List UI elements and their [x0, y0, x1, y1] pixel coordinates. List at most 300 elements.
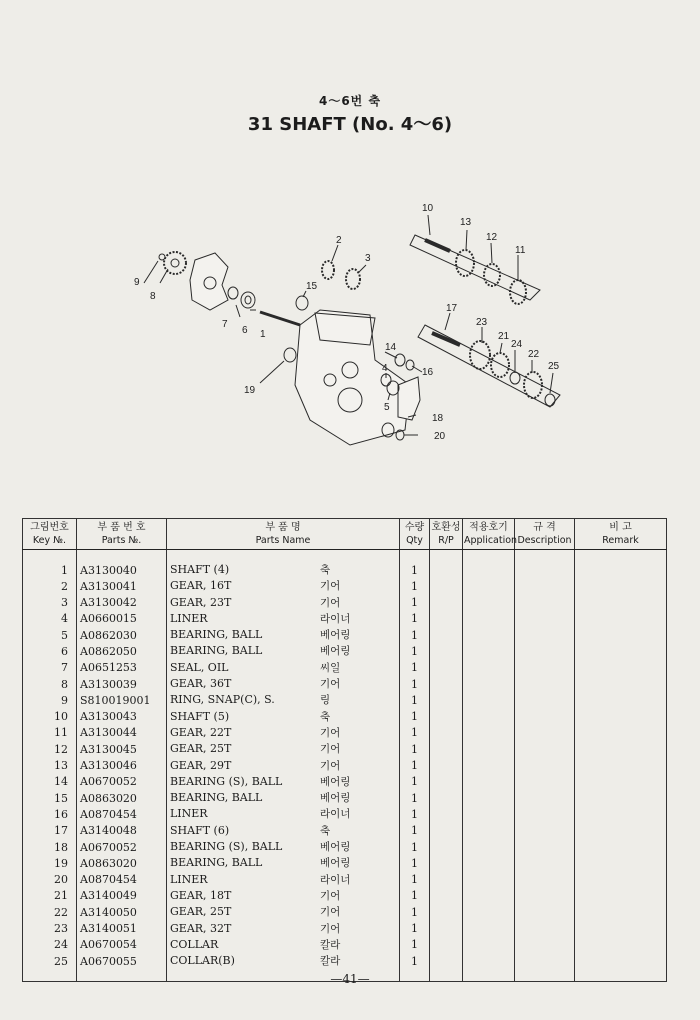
cell-description — [515, 921, 575, 937]
callout-7: 7 — [222, 319, 228, 330]
part-name-korean: 기어 — [320, 922, 341, 935]
cell-part-name — [167, 790, 400, 806]
cell-description — [515, 823, 575, 839]
cell-part-number: A0660015 — [77, 611, 167, 627]
part-name-korean: 기어 — [320, 596, 341, 609]
cell-description — [515, 709, 575, 725]
part-name-english: RING, SNAP(C), S. — [170, 693, 275, 707]
part-name-korean: 기어 — [320, 906, 341, 919]
cell-remark — [575, 774, 667, 790]
cell-rp — [430, 953, 463, 969]
part-name-korean: 베어링 — [320, 857, 351, 870]
cell-part-name — [167, 872, 400, 888]
part-name-korean: 베어링 — [320, 792, 351, 805]
part-name-english: BEARING, BALL — [170, 791, 263, 805]
cell-rp — [430, 872, 463, 888]
part-name-english: BEARING, BALL — [170, 644, 263, 658]
table-row — [23, 806, 667, 822]
cell-qty: 1 — [400, 643, 430, 659]
cell-part-number: A0863020 — [77, 790, 167, 806]
part-name-korean: 씨일 — [320, 661, 341, 674]
table-row — [23, 758, 667, 774]
cell-application — [463, 774, 515, 790]
cell-key: 7 — [23, 660, 77, 676]
cell-part-name — [167, 774, 400, 790]
cell-part-name — [167, 562, 400, 578]
exploded-parts-diagram — [120, 195, 580, 455]
part-name-english: BEARING (S), BALL — [170, 840, 283, 854]
cell-part-number: A3130040 — [77, 562, 167, 578]
table-row — [23, 611, 667, 627]
part-name-english: BEARING, BALL — [170, 856, 263, 870]
cell-qty: 1 — [400, 611, 430, 627]
part-name-english: LINER — [170, 807, 208, 821]
cell-key: 17 — [23, 823, 77, 839]
cell-part-name — [167, 627, 400, 643]
callout-10: 10 — [422, 203, 434, 214]
part-name-korean: 기어 — [320, 580, 341, 593]
cell-qty: 1 — [400, 872, 430, 888]
cell-rp — [430, 904, 463, 920]
cell-key: 14 — [23, 774, 77, 790]
page-title-korean: 4～6번 축 — [318, 94, 382, 108]
part-name-korean: 베어링 — [320, 775, 351, 788]
cell-qty: 1 — [400, 790, 430, 806]
cell-key: 18 — [23, 839, 77, 855]
cell-rp — [430, 741, 463, 757]
cell-part-number: A0670054 — [77, 937, 167, 953]
header-rp: 호환성 R/P — [430, 519, 463, 550]
callout-25: 25 — [548, 361, 560, 372]
cell-key: 2 — [23, 578, 77, 594]
table-row — [23, 790, 667, 806]
cell-part-number: A3130045 — [77, 741, 167, 757]
cell-application — [463, 872, 515, 888]
part-name-korean: 축 — [320, 824, 331, 837]
cell-part-number: A0670052 — [77, 839, 167, 855]
cell-part-number: A3140050 — [77, 904, 167, 920]
cell-key: 12 — [23, 741, 77, 757]
cell-application — [463, 611, 515, 627]
cell-application — [463, 937, 515, 953]
cell-qty: 1 — [400, 595, 430, 611]
header-parts-no: 부 품 번 호 Parts №. — [77, 519, 167, 550]
cell-rp — [430, 823, 463, 839]
cell-part-number: A0863020 — [77, 855, 167, 871]
cell-key: 16 — [23, 806, 77, 822]
callout-9: 9 — [134, 277, 140, 288]
cell-key: 10 — [23, 709, 77, 725]
cell-part-name — [167, 741, 400, 757]
callout-5: 5 — [384, 402, 390, 413]
cell-remark — [575, 790, 667, 806]
cell-rp — [430, 562, 463, 578]
table-row — [23, 692, 667, 708]
parts-table — [22, 518, 667, 982]
cell-part-name — [167, 758, 400, 774]
table-row — [23, 904, 667, 920]
cell-remark — [575, 725, 667, 741]
cell-description — [515, 627, 575, 643]
cell-qty: 1 — [400, 562, 430, 578]
part-name-english: LINER — [170, 611, 208, 625]
callout-14: 14 — [385, 342, 397, 353]
cell-part-number: A3140051 — [77, 921, 167, 937]
cell-description — [515, 888, 575, 904]
table-row — [23, 709, 667, 725]
cell-part-number: A3130039 — [77, 676, 167, 692]
cell-rp — [430, 595, 463, 611]
cell-rp — [430, 921, 463, 937]
cell-remark — [575, 611, 667, 627]
cell-key: 23 — [23, 921, 77, 937]
cell-application — [463, 741, 515, 757]
part-name-english: GEAR, 22T — [170, 725, 232, 739]
cell-remark — [575, 758, 667, 774]
callout-22: 22 — [528, 349, 540, 360]
header-qty: 수량 Qty — [400, 519, 430, 550]
callout-18: 18 — [432, 413, 444, 424]
cell-application — [463, 904, 515, 920]
cell-part-number: A0862050 — [77, 643, 167, 659]
cell-part-number: A3130043 — [77, 709, 167, 725]
table-row — [23, 872, 667, 888]
cell-remark — [575, 741, 667, 757]
cell-rp — [430, 806, 463, 822]
cell-application — [463, 758, 515, 774]
cell-rp — [430, 709, 463, 725]
cell-part-name — [167, 806, 400, 822]
callout-16: 16 — [422, 367, 434, 378]
cell-remark — [575, 888, 667, 904]
part-name-english: GEAR, 32T — [170, 921, 232, 935]
part-name-korean: 기어 — [320, 743, 341, 756]
callout-6: 6 — [242, 325, 248, 336]
table-row — [23, 741, 667, 757]
table-row — [23, 953, 667, 969]
cell-rp — [430, 611, 463, 627]
table-row — [23, 855, 667, 871]
cell-part-number: A3130044 — [77, 725, 167, 741]
cell-remark — [575, 806, 667, 822]
cell-qty: 1 — [400, 953, 430, 969]
part-name-korean: 기어 — [320, 889, 341, 902]
cell-part-number: A0862030 — [77, 627, 167, 643]
cell-part-name — [167, 855, 400, 871]
cell-description — [515, 806, 575, 822]
part-name-english: BEARING, BALL — [170, 628, 263, 642]
table-row — [23, 921, 667, 937]
table-row — [23, 578, 667, 594]
cell-part-name — [167, 904, 400, 920]
cell-remark — [575, 904, 667, 920]
cell-part-number: A3140049 — [77, 888, 167, 904]
cell-key: 24 — [23, 937, 77, 953]
page-number: —41— — [330, 972, 370, 986]
header-description: 규 격 Description — [515, 519, 575, 550]
callout-19: 19 — [244, 385, 256, 396]
part-name-english: SHAFT (5) — [170, 709, 230, 723]
cell-part-name — [167, 643, 400, 659]
cell-remark — [575, 709, 667, 725]
part-name-english: GEAR, 29T — [170, 758, 232, 772]
part-name-korean: 베어링 — [320, 841, 351, 854]
cell-part-name — [167, 823, 400, 839]
cell-remark — [575, 660, 667, 676]
cell-part-number: A0670055 — [77, 953, 167, 969]
part-name-korean: 기어 — [320, 726, 341, 739]
cell-application — [463, 823, 515, 839]
cell-description — [515, 790, 575, 806]
cell-description — [515, 937, 575, 953]
cell-rp — [430, 725, 463, 741]
cell-rp — [430, 888, 463, 904]
part-name-english: GEAR, 16T — [170, 579, 232, 593]
callout-15: 15 — [306, 281, 318, 292]
part-name-korean: 베어링 — [320, 629, 351, 642]
cell-description — [515, 643, 575, 659]
cell-rp — [430, 660, 463, 676]
callout-8: 8 — [150, 291, 156, 302]
cell-remark — [575, 595, 667, 611]
part-name-english: GEAR, 25T — [170, 742, 232, 756]
cell-part-number: A3130042 — [77, 595, 167, 611]
cell-description — [515, 660, 575, 676]
part-name-korean: 축 — [320, 564, 331, 576]
cell-qty: 1 — [400, 725, 430, 741]
cell-part-number: A0651253 — [77, 660, 167, 676]
cell-description — [515, 855, 575, 871]
part-name-korean: 라이너 — [320, 808, 351, 821]
part-name-english: SHAFT (4) — [170, 563, 230, 576]
cell-qty: 1 — [400, 692, 430, 708]
cell-rp — [430, 578, 463, 594]
callout-3: 3 — [365, 253, 371, 264]
part-name-korean: 라이너 — [320, 873, 351, 886]
cell-qty: 1 — [400, 709, 430, 725]
part-name-english: GEAR, 18T — [170, 888, 232, 902]
part-name-english: GEAR, 23T — [170, 595, 232, 609]
cell-part-name — [167, 921, 400, 937]
cell-qty: 1 — [400, 676, 430, 692]
cell-qty: 1 — [400, 578, 430, 594]
table-row — [23, 774, 667, 790]
cell-part-name — [167, 709, 400, 725]
cell-description — [515, 692, 575, 708]
cell-part-name — [167, 611, 400, 627]
cell-key: 9 — [23, 692, 77, 708]
cell-part-number: A3140048 — [77, 823, 167, 839]
cell-application — [463, 595, 515, 611]
cell-key: 13 — [23, 758, 77, 774]
callout-12: 12 — [486, 232, 498, 243]
cell-description — [515, 725, 575, 741]
callout-20: 20 — [434, 431, 446, 442]
table-row — [23, 660, 667, 676]
cell-key: 11 — [23, 725, 77, 741]
cell-application — [463, 627, 515, 643]
cell-qty: 1 — [400, 627, 430, 643]
cell-description — [515, 953, 575, 969]
table-row — [23, 562, 667, 578]
part-name-korean: 기어 — [320, 678, 341, 691]
cell-rp — [430, 758, 463, 774]
cell-application — [463, 676, 515, 692]
cell-key: 5 — [23, 627, 77, 643]
callout-21: 21 — [498, 331, 510, 342]
callout-13: 13 — [460, 217, 472, 228]
part-name-korean: 칼라 — [320, 955, 341, 968]
cell-part-name — [167, 595, 400, 611]
cell-remark — [575, 855, 667, 871]
table-row — [23, 937, 667, 953]
cell-part-name — [167, 888, 400, 904]
parts-table-body — [23, 550, 667, 982]
header-parts-name: 부 품 명 Parts Name — [167, 519, 400, 550]
part-name-korean: 칼라 — [320, 938, 341, 951]
callout-23: 23 — [476, 317, 488, 328]
cell-part-number: A0870454 — [77, 806, 167, 822]
callout-1: 1 — [260, 329, 266, 340]
cell-part-number: S810019001 — [77, 692, 167, 708]
cell-application — [463, 709, 515, 725]
cell-rp — [430, 839, 463, 855]
table-row — [23, 676, 667, 692]
cell-description — [515, 578, 575, 594]
cell-part-number: A3130041 — [77, 578, 167, 594]
callout-11: 11 — [515, 245, 526, 256]
cell-rp — [430, 937, 463, 953]
cell-part-number: A0870454 — [77, 872, 167, 888]
cell-qty: 1 — [400, 806, 430, 822]
cell-application — [463, 692, 515, 708]
part-name-korean: 링 — [320, 694, 331, 707]
table-spacer-row — [23, 550, 667, 563]
cell-qty: 1 — [400, 855, 430, 871]
callout-24: 24 — [511, 339, 523, 350]
cell-rp — [430, 790, 463, 806]
cell-qty: 1 — [400, 741, 430, 757]
cell-part-number: A0670052 — [77, 774, 167, 790]
cell-description — [515, 611, 575, 627]
cell-application — [463, 660, 515, 676]
cell-key: 8 — [23, 676, 77, 692]
header-remark: 비 고 Remark — [575, 519, 667, 550]
cell-key: 4 — [23, 611, 77, 627]
cell-part-name — [167, 692, 400, 708]
cell-qty: 1 — [400, 823, 430, 839]
cell-application — [463, 578, 515, 594]
part-name-korean: 기어 — [320, 759, 341, 772]
callout-4: 4 — [382, 363, 388, 374]
cell-application — [463, 839, 515, 855]
cell-remark — [575, 839, 667, 855]
cell-remark — [575, 953, 667, 969]
cell-application — [463, 790, 515, 806]
cell-qty: 1 — [400, 904, 430, 920]
part-name-english: LINER — [170, 872, 208, 886]
cell-description — [515, 676, 575, 692]
cell-application — [463, 562, 515, 578]
cell-key: 22 — [23, 904, 77, 920]
cell-part-name — [167, 725, 400, 741]
cell-description — [515, 758, 575, 774]
part-name-korean: 베어링 — [320, 645, 351, 658]
table-row — [23, 595, 667, 611]
cell-rp — [430, 627, 463, 643]
cell-application — [463, 725, 515, 741]
cell-description — [515, 872, 575, 888]
cell-description — [515, 839, 575, 855]
part-name-english: GEAR, 36T — [170, 677, 232, 691]
cell-key: 3 — [23, 595, 77, 611]
part-name-english: SEAL, OIL — [170, 660, 229, 674]
cell-application — [463, 806, 515, 822]
cell-remark — [575, 578, 667, 594]
part-name-english: COLLAR(B) — [170, 954, 235, 968]
cell-key: 20 — [23, 872, 77, 888]
cell-qty: 1 — [400, 937, 430, 953]
cell-description — [515, 774, 575, 790]
part-name-korean: 라이너 — [320, 612, 351, 625]
cell-qty: 1 — [400, 660, 430, 676]
cell-part-name — [167, 937, 400, 953]
callout-17: 17 — [446, 303, 458, 314]
cell-rp — [430, 774, 463, 790]
table-row — [23, 627, 667, 643]
cell-part-name — [167, 953, 400, 969]
cell-description — [515, 904, 575, 920]
header-application: 적용호기 Application — [463, 519, 515, 550]
part-name-korean: 축 — [320, 710, 331, 723]
page-title: 31 SHAFT (No. 4～6) — [247, 114, 453, 135]
cell-remark — [575, 627, 667, 643]
cell-description — [515, 562, 575, 578]
cell-qty: 1 — [400, 758, 430, 774]
cell-application — [463, 643, 515, 659]
table-header-row — [23, 519, 667, 550]
cell-application — [463, 921, 515, 937]
cell-part-name — [167, 660, 400, 676]
cell-qty: 1 — [400, 888, 430, 904]
cell-application — [463, 888, 515, 904]
table-row — [23, 725, 667, 741]
cell-key: 21 — [23, 888, 77, 904]
cell-remark — [575, 937, 667, 953]
part-name-english: BEARING (S), BALL — [170, 774, 283, 788]
cell-remark — [575, 872, 667, 888]
table-row — [23, 839, 667, 855]
table-row — [23, 888, 667, 904]
cell-remark — [575, 921, 667, 937]
cell-rp — [430, 855, 463, 871]
cell-part-number: A3130046 — [77, 758, 167, 774]
cell-qty: 1 — [400, 921, 430, 937]
cell-remark — [575, 692, 667, 708]
cell-part-name — [167, 676, 400, 692]
cell-key: 25 — [23, 953, 77, 969]
cell-application — [463, 953, 515, 969]
cell-description — [515, 595, 575, 611]
table-row — [23, 643, 667, 659]
cell-part-name — [167, 839, 400, 855]
cell-rp — [430, 643, 463, 659]
cell-key: 1 — [23, 562, 77, 578]
table-row — [23, 823, 667, 839]
cell-description — [515, 741, 575, 757]
cell-remark — [575, 562, 667, 578]
cell-rp — [430, 676, 463, 692]
